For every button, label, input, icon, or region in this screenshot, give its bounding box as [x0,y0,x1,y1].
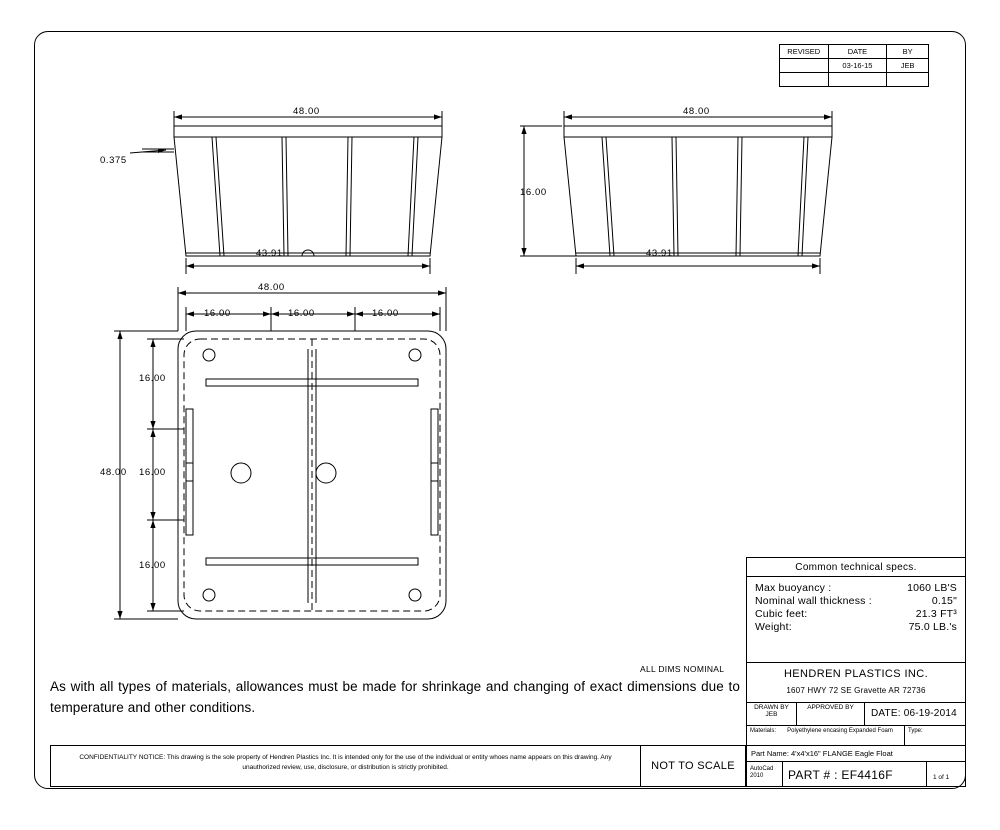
plan-left-segment-2: 16.00 [139,467,166,478]
drawn-by-block [746,703,966,726]
drawn-by-label: DRAWN BY [754,704,789,711]
specs-rows [747,577,965,634]
date-cell [865,703,965,725]
side-elevation-view [520,111,832,274]
plan-overall-height-dimension: 48.00 [100,467,127,478]
revision-date-cell: 03-16-15 [828,59,887,73]
side-top-dimension: 48.00 [683,106,710,117]
date-text [865,703,965,719]
revision-by-cell: JEB [887,59,929,73]
type-cell: Type: [908,728,923,734]
spec-value: 75.0 LB.'s [908,621,957,633]
date-value: 06-19-2014 [903,708,957,719]
plan-top-segment-3: 16.00 [372,308,399,319]
plan-left-segment-1: 16.00 [139,373,166,384]
date-label: DATE: [871,708,901,719]
front-top-dimension: 48.00 [293,106,320,117]
all-dims-nominal-note: ALL DIMS NOMINAL [640,664,725,674]
company-block [746,663,966,703]
spec-value: 1060 LB'S [907,582,957,594]
sheet-number: 1 of 1 [933,774,950,781]
materials-block [746,726,966,746]
spec-row [755,621,957,634]
materials-value: Polyethylene encasing Expanded Foam [787,728,893,734]
company-name: HENDREN PLASTICS INC. [783,668,929,680]
approved-by-label: APPROVED BY [807,704,854,711]
spec-row [755,582,957,595]
cad-version-label: AutoCad 2010 [747,762,783,786]
part-name-field: Part Name: 4'x4'x16" FLANGE Eagle Float [746,746,966,762]
spec-label: Cubic feet: [755,608,808,620]
revision-header-by: BY [887,45,929,59]
front-elevation-view [130,111,442,274]
shrinkage-note: As with all types of materials, allowances must be made for shrinkage and changing of exact dimensions due to temperature and other conditions. [50,679,740,715]
company-address: 1607 HWY 72 SE Gravette AR 72736 [786,686,926,695]
spec-label: Nominal wall thickness : [755,595,872,607]
plan-top-segment-1: 16.00 [204,308,231,319]
specs-title: Common technical specs. [747,558,965,577]
not-to-scale-label: NOT TO SCALE [641,745,746,787]
plan-top-segment-2: 16.00 [288,308,315,319]
front-bottom-dimension: 43.91 [256,248,283,259]
revision-header-revised: REVISED [780,45,829,59]
plan-overall-width-dimension: 48.00 [258,282,285,293]
side-bottom-dimension: 43.91 [646,248,673,259]
spec-value: 0.15" [931,595,957,607]
spec-value: 21.3 FT³ [915,608,957,620]
technical-specs-box [746,557,966,663]
materials-cell [747,726,905,745]
confidentiality-notice: CONFIDENTIALITY NOTICE: This drawing is the sole property of Hendren Plastics Inc. It is intended only for the use of the individual or entity whoes name appears on this drawing. Any unauthorized review, use, disclosure, or distribution is strictly prohibited. [50,745,641,787]
spec-label: Weight: [755,621,792,633]
part-number-block [746,762,966,787]
approved-by-cell [797,703,865,725]
spec-label: Max buoyancy : [755,582,832,594]
part-number-value: PART # : EF4416F [783,762,927,786]
spec-row [755,608,957,621]
plan-left-segment-3: 16.00 [139,560,166,571]
revision-header-date: DATE [828,45,887,59]
wall-thickness-dimension: 0.375 [100,155,127,166]
drawn-by-cell [747,703,797,725]
materials-label: Materials: [750,728,777,734]
side-height-dimension: 16.00 [520,187,547,198]
spec-row [755,595,957,608]
drawn-by-initials: JEB [765,711,778,718]
